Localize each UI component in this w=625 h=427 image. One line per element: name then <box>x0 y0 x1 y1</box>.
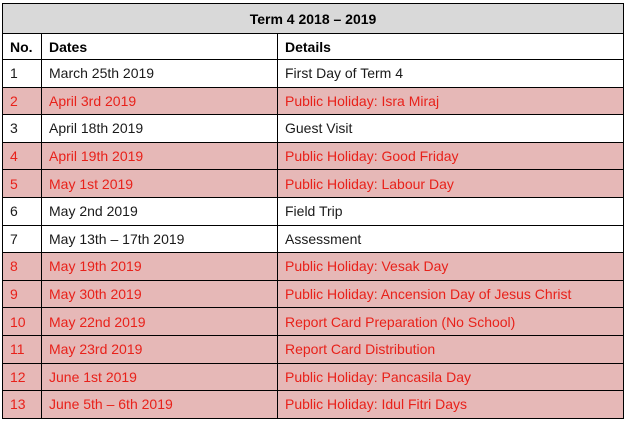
table-row <box>3 197 624 225</box>
row-details: Public Holiday: Ancension Day of Jesus Christ <box>278 280 624 308</box>
row-details: Assessment <box>278 225 624 253</box>
table-row <box>3 363 624 391</box>
row-number: 13 <box>3 391 42 419</box>
row-number: 1 <box>3 60 42 88</box>
row-details: Public Holiday: Labour Day <box>278 170 624 198</box>
table-header-row <box>3 34 624 60</box>
row-date: May 13th – 17th 2019 <box>42 225 278 253</box>
row-details: Public Holiday: Vesak Day <box>278 253 624 281</box>
row-date: April 3rd 2019 <box>42 87 278 115</box>
table-row <box>3 391 624 419</box>
row-date: May 30th 2019 <box>42 280 278 308</box>
row-date: March 25th 2019 <box>42 60 278 88</box>
row-date: May 23rd 2019 <box>42 335 278 363</box>
row-number: 3 <box>3 115 42 143</box>
row-details: Guest Visit <box>278 115 624 143</box>
table-row <box>3 308 624 336</box>
row-date: May 1st 2019 <box>42 170 278 198</box>
table-row <box>3 280 624 308</box>
table-row <box>3 60 624 88</box>
table-row <box>3 115 624 143</box>
row-details: Report Card Preparation (No School) <box>278 308 624 336</box>
column-header-dates: Dates <box>42 34 278 60</box>
row-details: Public Holiday: Idul Fitri Days <box>278 391 624 419</box>
row-number: 12 <box>3 363 42 391</box>
row-number: 7 <box>3 225 42 253</box>
row-date: May 22nd 2019 <box>42 308 278 336</box>
row-date: April 19th 2019 <box>42 142 278 170</box>
row-number: 2 <box>3 87 42 115</box>
row-date: April 18th 2019 <box>42 115 278 143</box>
term-schedule-table <box>2 3 624 419</box>
row-number: 5 <box>3 170 42 198</box>
row-details: Public Holiday: Pancasila Day <box>278 363 624 391</box>
row-number: 8 <box>3 253 42 281</box>
row-details: First Day of Term 4 <box>278 60 624 88</box>
row-date: June 5th – 6th 2019 <box>42 391 278 419</box>
table-row <box>3 253 624 281</box>
row-number: 4 <box>3 142 42 170</box>
row-date: June 1st 2019 <box>42 363 278 391</box>
row-number: 10 <box>3 308 42 336</box>
table-row <box>3 225 624 253</box>
column-header-no: No. <box>3 34 42 60</box>
row-details: Public Holiday: Good Friday <box>278 142 624 170</box>
table-row <box>3 170 624 198</box>
table-row <box>3 87 624 115</box>
row-date: May 2nd 2019 <box>42 197 278 225</box>
table-title-row <box>3 4 624 34</box>
row-details: Field Trip <box>278 197 624 225</box>
column-header-details: Details <box>278 34 624 60</box>
row-number: 9 <box>3 280 42 308</box>
row-number: 6 <box>3 197 42 225</box>
table-row <box>3 335 624 363</box>
table-title: Term 4 2018 – 2019 <box>3 4 624 34</box>
row-details: Report Card Distribution <box>278 335 624 363</box>
table-row <box>3 142 624 170</box>
term-schedule-table-wrapper <box>2 3 624 419</box>
row-date: May 19th 2019 <box>42 253 278 281</box>
row-details: Public Holiday: Isra Miraj <box>278 87 624 115</box>
row-number: 11 <box>3 335 42 363</box>
